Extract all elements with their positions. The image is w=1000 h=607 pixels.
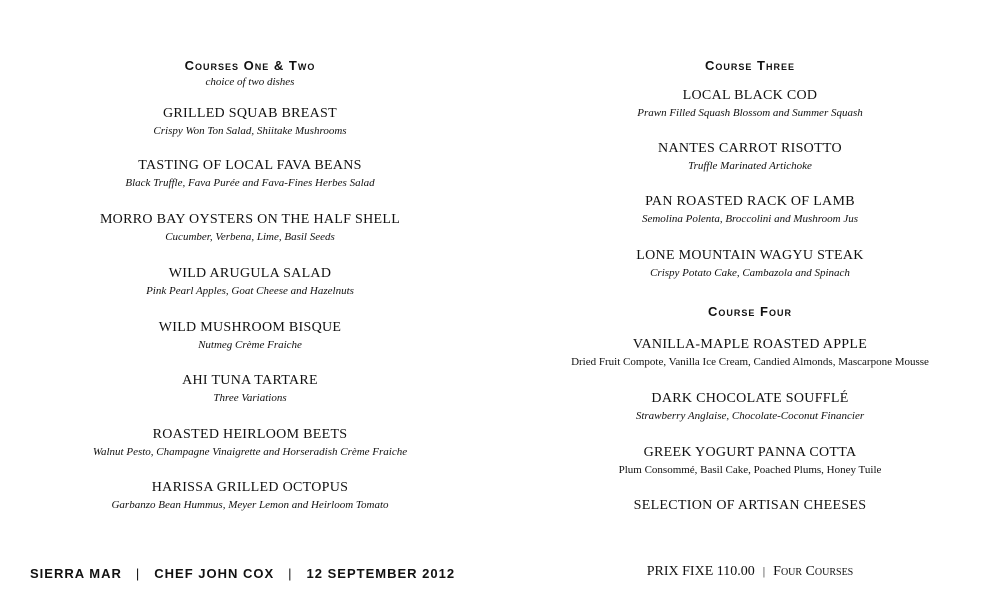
dish-name: PAN ROASTED RACK OF LAMB [645,194,855,209]
dish-name: GRILLED SQUAB BREAST [162,106,337,121]
menu-item [50,211,450,244]
dish-name: LOCAL BLACK COD [682,88,818,103]
dish-name: GREEK YOGURT PANNA COTTA [643,445,857,460]
dish-name: DARK CHOCOLATE SOUFFLÉ [651,391,849,406]
dish-name: SELECTION OF ARTISAN CHEESES [633,498,867,513]
menu-item [50,265,450,298]
course-four-heading: Course Four [708,304,792,319]
dish-description: Plum Consommé, Basil Cake, Poached Plums, Honey Tuile [618,464,882,476]
dish-description: Semolina Polenta, Broccolini and Mushroom Jus [641,213,859,225]
footer-separator: | [135,566,141,581]
menu-date: 12 SEPTEMBER 2012 [306,566,456,581]
dish-name: WILD ARUGULA SALAD [168,266,332,281]
menu-item [550,336,950,369]
dish-description: Prawn Filled Squash Blossom and Summer Squash [637,107,863,119]
menu-item [50,372,450,405]
dish-description: Strawberry Anglaise, Chocolate-Coconut Financier [635,410,865,422]
menu-item [550,87,950,120]
footer-separator: | [288,566,293,581]
dish-description: Crispy Won Ton Salad, Shiitake Mushrooms [153,125,347,137]
dish-description: Pink Pearl Apples, Goat Cheese and Hazelnuts [146,285,354,297]
menu-item [50,479,450,512]
dish-name: ROASTED HEIRLOOM BEETS [152,427,348,442]
menu-item [550,247,950,280]
dish-name: TASTING OF LOCAL FAVA BEANS [138,158,362,173]
prix-fixe-price: PRIX FIXE 110.00 [646,564,755,579]
dish-description: Crispy Potato Cake, Cambazola and Spinach [650,267,850,279]
dish-name: VANILLA-MAPLE ROASTED APPLE [632,337,868,352]
course-count: Four Courses [773,564,854,579]
courses-one-two-heading: Courses One & Two [184,58,316,73]
dish-description: Dried Fruit Compote, Vanilla Ice Cream, Candied Almonds, Mascarpone Mousse [571,356,929,368]
dish-name: WILD MUSHROOM BISQUE [158,320,342,335]
dish-description: Cucumber, Verbena, Lime, Basil Seeds [165,231,335,243]
dish-description: Three Variations [213,392,287,404]
choice-subheading: choice of two dishes [205,76,295,88]
menu-item [50,157,450,190]
dish-name: HARISSA GRILLED OCTOPUS [151,480,349,495]
dish-description: Walnut Pesto, Champagne Vinaigrette and Horseradish Crème Fraiche [92,446,408,458]
menu-item [550,390,950,423]
footer-info [30,566,455,581]
dish-description: Black Truffle, Fava Purée and Fava-Fines Herbes Salad [125,177,375,189]
footer-separator: | [762,564,766,578]
dish-name: MORRO BAY OYSTERS ON THE HALF SHELL [99,212,401,227]
restaurant-name: SIERRA MAR [30,566,122,581]
menu-item [550,444,950,477]
dish-name: LONE MOUNTAIN WAGYU STEAK [636,248,864,263]
menu-item [550,193,950,226]
menu-item [50,105,450,138]
dish-name: NANTES CARROT RISOTTO [658,141,842,156]
dish-description: Garbanzo Bean Hummus, Meyer Lemon and Heirloom Tomato [111,499,389,511]
dish-name: AHI TUNA TARTARE [182,373,318,388]
dish-description: Nutmeg Crème Fraiche [198,339,302,351]
chef-name: CHEF JOHN COX [154,566,275,581]
course-three-heading: Course Three [705,58,795,73]
footer-price [550,564,950,580]
menu-item [50,319,450,352]
menu-item [50,426,450,459]
dish-description: Truffle Marinated Artichoke [688,160,812,172]
menu-item [550,140,950,173]
menu-item [550,497,950,514]
